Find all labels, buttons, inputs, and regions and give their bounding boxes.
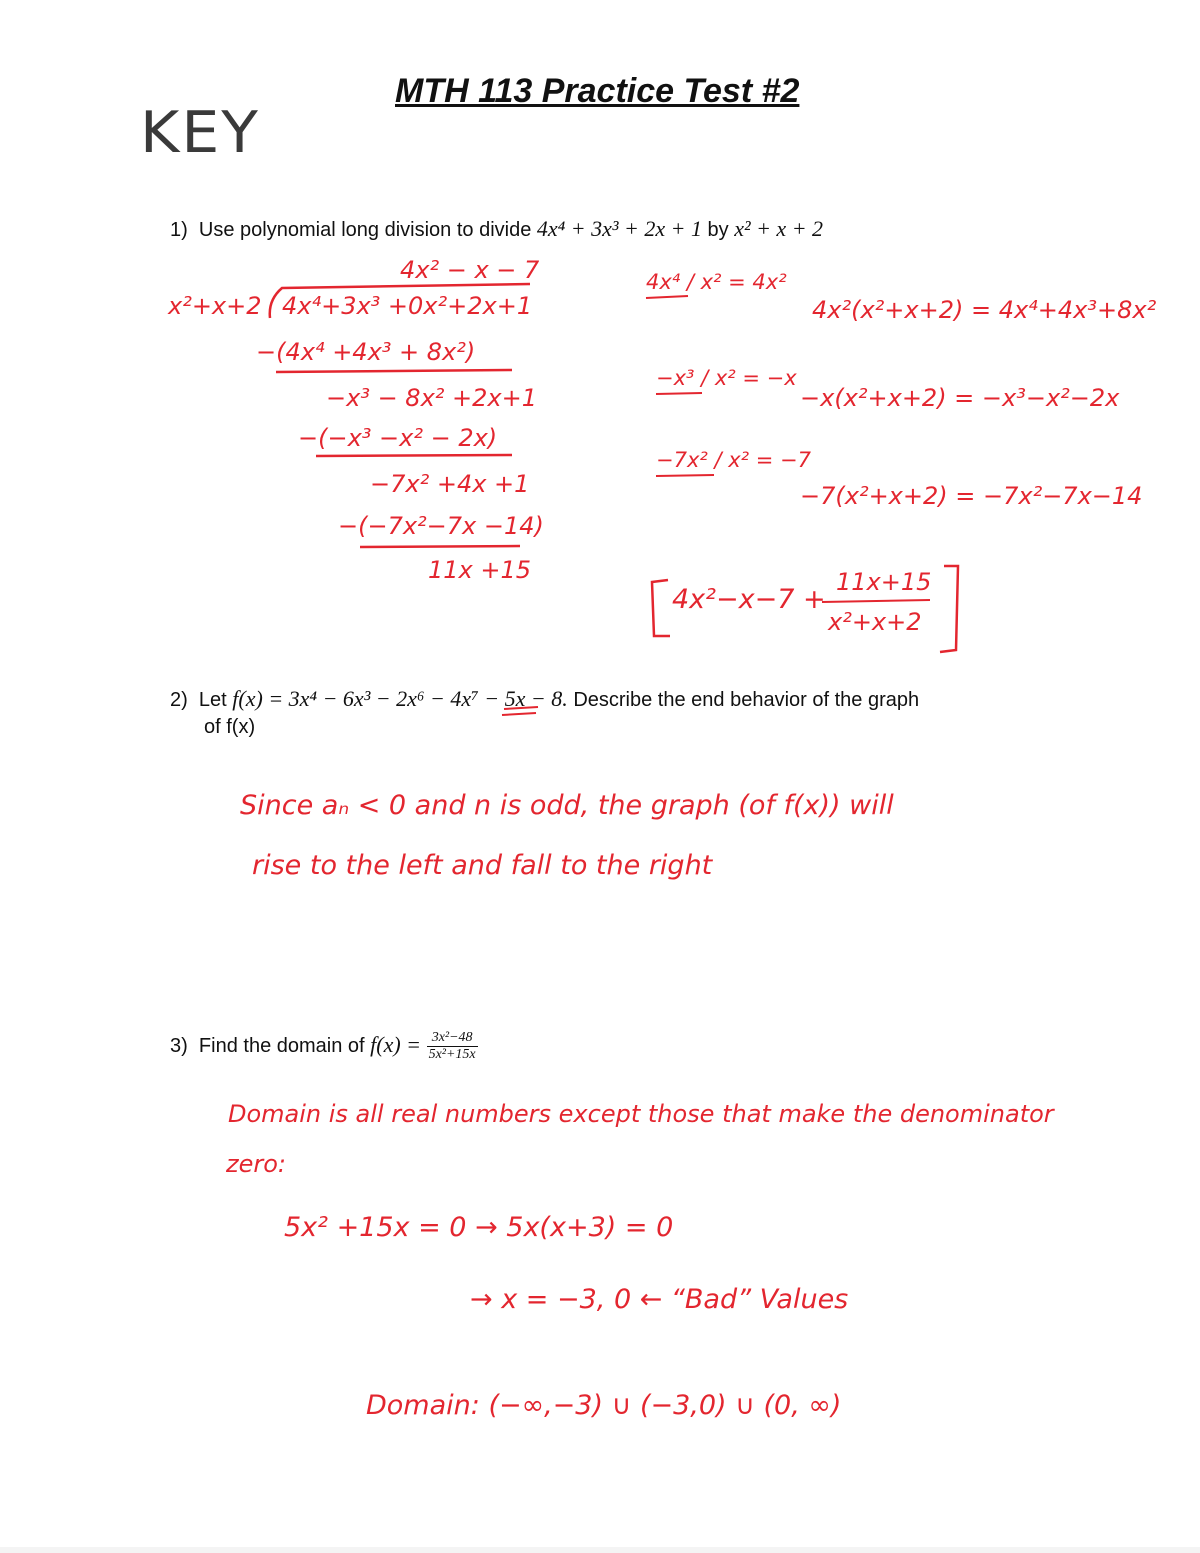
answer-2-line-2: rise to the left and fall to the right — [252, 850, 713, 881]
question-number: 1) — [170, 219, 188, 241]
question-3 — [170, 1030, 478, 1063]
question-prompt: Find the domain of — [198, 1034, 365, 1057]
rational-numerator: 3x²−48 — [427, 1030, 478, 1047]
divisor: x² + x + 2 — [734, 216, 824, 241]
answer-2-line-1: Since aₙ < 0 and n is odd, the graph (of f(x)) will — [240, 790, 894, 821]
division-remainder-2: −7x² +4x +1 — [370, 470, 530, 498]
key-label: KEY — [140, 99, 260, 167]
rational-function — [427, 1030, 478, 1063]
side-work-2-fraction: −x³ / x² = −x — [656, 366, 797, 390]
dividend-handwritten: 4x⁴+3x³ +0x²+2x+1 — [282, 292, 533, 320]
question-prompt: Let — [198, 689, 227, 711]
side-work-3-fraction: −7x² / x² = −7 — [656, 448, 811, 472]
scan-edge — [0, 1547, 1200, 1553]
domain-answer: Domain: (−∞,−3) ∪ (−3,0) ∪ (0, ∞) — [366, 1390, 842, 1421]
question-number: 2) — [170, 689, 188, 711]
question-prompt-continued: Describe the end behavior of the graph — [573, 689, 920, 711]
question-2 — [170, 686, 919, 712]
division-remainder-final: 11x +15 — [428, 556, 532, 584]
answer-polynomial: 4x²−x−7 + — [672, 584, 826, 615]
answer-remainder-numerator: 11x+15 — [836, 568, 932, 596]
function-expression: f(x) = 3x⁴ − 6x³ − 2x⁶ − 4x⁷ − 5x − 8. — [232, 686, 568, 711]
answer-3-line-2: zero: — [226, 1150, 286, 1178]
question-number: 3) — [170, 1034, 188, 1057]
quotient: 4x² − x − 7 — [400, 256, 540, 284]
by-word: by — [707, 219, 729, 241]
answer-remainder-denominator: x²+x+2 — [828, 608, 922, 636]
side-work-1-fraction: 4x⁴ / x² = 4x² — [646, 270, 787, 294]
divisor-handwritten: x²+x+2 — [168, 292, 262, 320]
answer-3-line-1: Domain is all real numbers except those that make the denominator — [228, 1100, 1054, 1128]
side-work-2-multiply: −x(x²+x+2) = −x³−x²−2x — [800, 384, 1120, 412]
question-prompt: Use polynomial long division to divide — [198, 219, 532, 241]
rational-denominator: 5x²+15x — [428, 1047, 476, 1062]
page-title: MTH 113 Practice Test #2 — [395, 72, 800, 110]
dividend: 4x⁴ + 3x³ + 2x + 1 — [536, 216, 702, 241]
division-step-2: −(−x³ −x² − 2x) — [298, 424, 498, 452]
function-lhs: f(x) = — [370, 1031, 422, 1057]
side-work-1-multiply: 4x²(x²+x+2) = 4x⁴+4x³+8x² — [812, 296, 1157, 324]
division-remainder-1: −x³ − 8x² +2x+1 — [326, 384, 537, 412]
division-step-3: −(−7x²−7x −14) — [338, 512, 544, 540]
question-2-line-2: of f(x) — [204, 716, 256, 738]
answer-3-equation-2: → x = −3, 0 ← “Bad” Values — [470, 1284, 849, 1315]
answer-3-equation-1: 5x² +15x = 0 → 5x(x+3) = 0 — [284, 1212, 674, 1243]
division-step-1: −(4x⁴ +4x³ + 8x²) — [256, 338, 476, 366]
side-work-3-multiply: −7(x²+x+2) = −7x²−7x−14 — [800, 482, 1143, 510]
